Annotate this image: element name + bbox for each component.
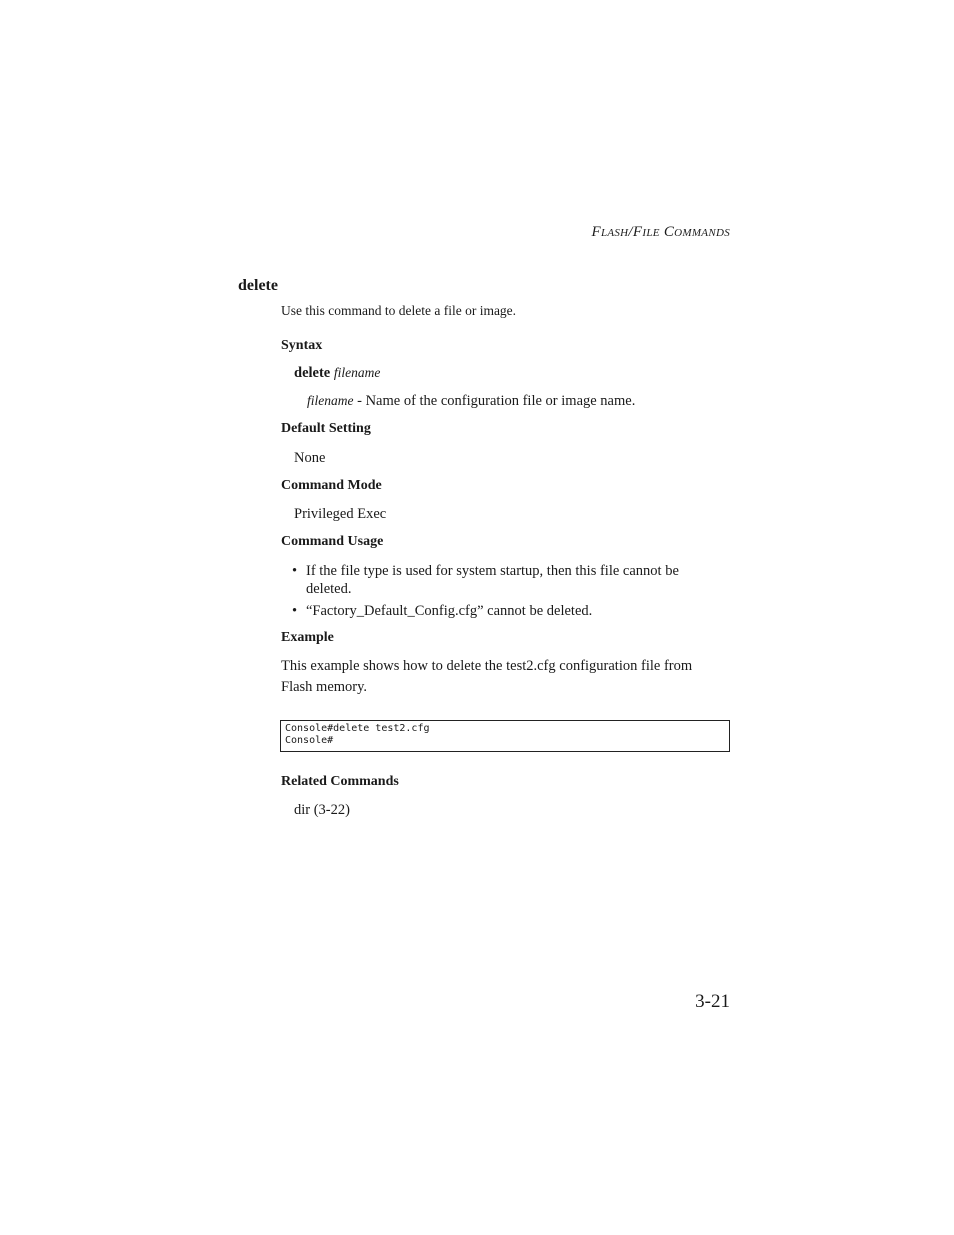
command-usage-heading: Command Usage: [281, 534, 384, 549]
related-commands-heading: Related Commands: [281, 774, 399, 789]
code-block: [280, 720, 730, 752]
list-item: [292, 562, 712, 598]
default-setting-value: None: [294, 450, 326, 466]
command-intro: Use this command to delete a file or image.: [281, 303, 517, 318]
related-command-link[interactable]: dir (3-22): [294, 802, 350, 818]
syntax-argument: filename: [333, 365, 381, 380]
code-line: Console#: [285, 735, 334, 746]
page-number: 3-21: [695, 991, 730, 1012]
syntax-command-word: delete: [294, 365, 331, 381]
command-mode-value: Privileged Exec: [294, 506, 387, 522]
bullet-icon: •: [292, 563, 298, 579]
default-setting-heading: Default Setting: [281, 421, 371, 436]
list-item-text: If the file type is used for system startup, then this file cannot be deleted.: [306, 563, 679, 597]
running-header-part: OMMANDS: [674, 227, 730, 239]
running-header-part: C: [659, 224, 675, 240]
running-header: [591, 224, 730, 241]
bullet-icon: •: [292, 603, 298, 619]
code-line: Console#delete test2.cfg: [285, 723, 430, 734]
syntax-line: [294, 365, 380, 382]
example-description: This example shows how to delete the test2.cfg configuration file from Flash memory.: [281, 658, 693, 695]
running-header-part: ILE: [642, 227, 660, 239]
syntax-heading: Syntax: [281, 338, 323, 353]
list-item: [292, 602, 712, 620]
command-usage-list: [292, 562, 712, 620]
running-header-part: LASH: [600, 227, 629, 239]
syntax-parameter: [307, 393, 635, 410]
command-title: delete: [238, 277, 278, 294]
running-header-part: /F: [628, 224, 643, 240]
example-heading: Example: [281, 630, 334, 645]
command-mode-heading: Command Mode: [281, 478, 382, 493]
parameter-description: - Name of the configuration file or image name.: [353, 393, 636, 409]
list-item-text: “Factory_Default_Config.cfg” cannot be deleted.: [306, 603, 593, 619]
parameter-name: filename: [307, 393, 354, 408]
running-header-part: F: [591, 224, 601, 240]
